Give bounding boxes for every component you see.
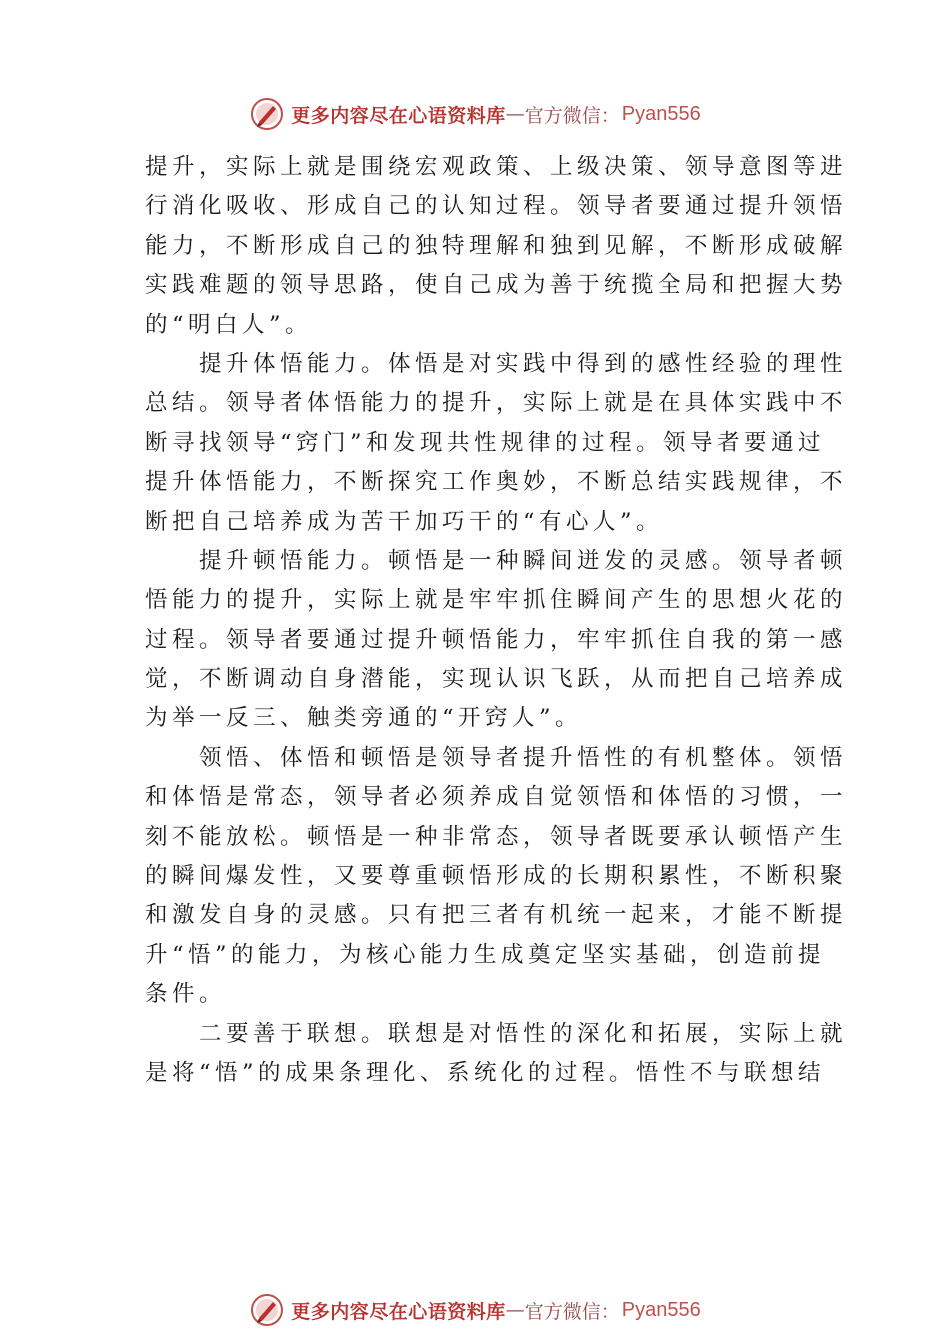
text-line: 提升体悟能力，不断探究工作奥妙，不断总结实践规律，不 — [145, 469, 848, 496]
text-line: 条件。 — [145, 981, 227, 1008]
text-line: 觉，不断调动自身潜能，实现认识飞跃，从而把自己培养成 — [145, 666, 848, 693]
text-line: 断把自己培养成为苦干加巧干的“有心人”。 — [145, 508, 664, 535]
watermark-main-text: 更多内容尽在心语资料库 — [291, 1300, 506, 1323]
text-line: 的“明白人”。 — [145, 311, 313, 338]
text-line: 总结。领导者体悟能力的提升，实际上就是在具体实践中不 — [145, 390, 848, 417]
text-line: 的瞬间爆发性，又要尊重顿悟形成的长期积累性，不断积聚 — [145, 863, 848, 890]
brand-logo-icon — [249, 1292, 285, 1328]
text-line: 和体悟是常态，领导者必须养成自觉领悟和体悟的习惯，一 — [145, 784, 848, 811]
watermark-banner-top — [0, 94, 950, 134]
text-line: 提升，实际上就是围绕宏观政策、上级决策、领导意图等进 — [145, 154, 848, 180]
brand-logo-icon — [249, 96, 285, 132]
text-line: 能力，不断形成自己的独特理解和独到见解，不断形成破解 — [145, 232, 848, 259]
watermark-channel: 官方微信： — [524, 1300, 620, 1323]
watermark-banner-bottom — [0, 1290, 950, 1330]
text-line: 提升体悟能力。体悟是对实践中得到的感性经验的理性 — [145, 350, 848, 377]
watermark-separator: — — [505, 103, 525, 125]
text-line: 刻不能放松。顿悟是一种非常态，领导者既要承认顿悟产生 — [145, 823, 848, 850]
watermark-main-text: 更多内容尽在心语资料库 — [291, 104, 506, 127]
text-line: 二要善于联想。联想是对悟性的深化和拓展，实际上就 — [145, 1020, 848, 1047]
text-line: 升“悟”的能力，为核心能力生成奠定坚实基础，创造前提 — [145, 941, 826, 968]
text-line: 实践难题的领导思路，使自己成为善于统揽全局和把握大势 — [145, 272, 848, 299]
watermark-id: Pyan556 — [621, 1298, 701, 1321]
document-body — [145, 148, 848, 1093]
text-line: 悟能力的提升，实际上就是牢牢抓住瞬间产生的思想火花的 — [145, 587, 848, 614]
watermark-separator: — — [505, 1299, 525, 1321]
text-line: 是将“悟”的成果条理化、系统化的过程。悟性不与联想结 — [145, 1059, 826, 1086]
text-line: 领悟、体悟和顿悟是领导者提升悟性的有机整体。领悟 — [145, 744, 848, 771]
text-line: 和激发自身的灵感。只有把三者有机统一起来，才能不断提 — [145, 902, 848, 929]
watermark-id: Pyan556 — [621, 102, 701, 125]
text-line: 为举一反三、触类旁通的“开窍人”。 — [145, 705, 583, 732]
watermark-channel: 官方微信： — [524, 104, 620, 127]
text-line: 过程。领导者要通过提升顿悟能力，牢牢抓住自我的第一感 — [145, 626, 848, 653]
text-line: 行消化吸收、形成自己的认知过程。领导者要通过提升领悟 — [145, 193, 848, 220]
text-line: 断寻找领导“窍门”和发现共性规律的过程。领导者要通过 — [145, 429, 826, 456]
text-line: 提升顿悟能力。顿悟是一种瞬间迸发的灵感。领导者顿 — [145, 547, 848, 574]
